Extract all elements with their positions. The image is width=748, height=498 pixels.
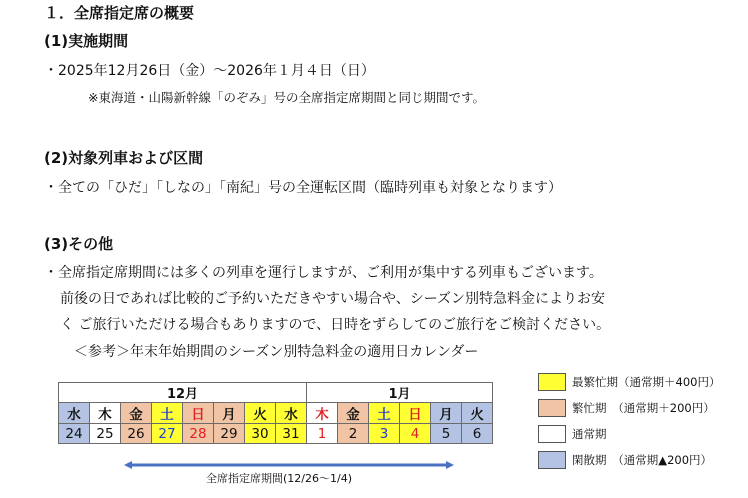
month-row bbox=[59, 383, 493, 403]
date-cell: 6 bbox=[462, 424, 493, 444]
period-text: ・2025年12月26日（金）～2026年１月４日（日） bbox=[44, 63, 375, 79]
weekday-cell: 月 bbox=[214, 403, 245, 424]
weekday-cell: 水 bbox=[276, 403, 307, 424]
other-line-2: 前後の日であれば比較的ご予約いただきやすい場合や、シーズン別特急料金によりお安 bbox=[60, 291, 606, 307]
main-heading: １．全席指定席の概要 bbox=[44, 4, 195, 22]
date-cell: 31 bbox=[276, 424, 307, 444]
weekday-cell: 火 bbox=[462, 403, 493, 424]
date-cell: 25 bbox=[90, 424, 121, 444]
legend-swatch bbox=[538, 425, 566, 443]
weekday-cell: 土 bbox=[152, 403, 183, 424]
date-cell: 30 bbox=[245, 424, 276, 444]
weekday-cell: 水 bbox=[59, 403, 90, 424]
section-3-title: (3)その他 bbox=[44, 235, 114, 253]
reference-caption: ＜参考＞年末年始期間のシーズン別特急料金の適用日カレンダー bbox=[74, 344, 479, 360]
date-cell: 29 bbox=[214, 424, 245, 444]
month-header: 1月 bbox=[307, 383, 493, 403]
legend-label: 通常期 bbox=[572, 427, 607, 441]
weekday-cell: 木 bbox=[90, 403, 121, 424]
weekday-row bbox=[59, 403, 493, 424]
date-cell: 28 bbox=[183, 424, 214, 444]
weekday-cell: 日 bbox=[400, 403, 431, 424]
weekday-cell: 金 bbox=[121, 403, 152, 424]
date-cell: 24 bbox=[59, 424, 90, 444]
date-cell: 1 bbox=[307, 424, 338, 444]
legend-label: 閑散期 （通常期▲200円） bbox=[572, 453, 713, 467]
weekday-cell: 日 bbox=[183, 403, 214, 424]
legend-label: 最繁忙期（通常期＋400円） bbox=[572, 375, 721, 389]
other-line-3: く ご旅行いただける場合もありますので、日時をずらしてのご旅行をご検討ください。 bbox=[60, 317, 611, 333]
legend-swatch bbox=[538, 399, 566, 417]
date-cell: 2 bbox=[338, 424, 369, 444]
target-trains-text: ・全ての「ひだ」「しなの」「南紀」号の全運転区間（臨時列車も対象となります） bbox=[44, 180, 562, 196]
legend-label: 繁忙期 （通常期＋200円） bbox=[572, 401, 715, 415]
date-row bbox=[59, 424, 493, 444]
weekday-cell: 月 bbox=[431, 403, 462, 424]
section-1-title: (1)実施期間 bbox=[44, 32, 129, 50]
reserved-period-arrow-icon bbox=[124, 461, 454, 469]
date-cell: 26 bbox=[121, 424, 152, 444]
date-cell: 27 bbox=[152, 424, 183, 444]
weekday-cell: 金 bbox=[338, 403, 369, 424]
weekday-cell: 火 bbox=[245, 403, 276, 424]
reserved-period-caption: 全席指定席期間(12/26～1/4) bbox=[206, 472, 352, 485]
date-cell: 5 bbox=[431, 424, 462, 444]
season-calendar bbox=[58, 382, 493, 444]
weekday-cell: 木 bbox=[307, 403, 338, 424]
other-line-1: ・全席指定席期間には多くの列車を運行しますが、ご利用が集中する列車もございます。 bbox=[44, 265, 603, 281]
date-cell: 4 bbox=[400, 424, 431, 444]
weekday-cell: 土 bbox=[369, 403, 400, 424]
month-header: 12月 bbox=[59, 383, 307, 403]
legend-swatch bbox=[538, 373, 566, 391]
period-note: ※東海道・山陽新幹線「のぞみ」号の全席指定席期間と同じ期間です。 bbox=[88, 90, 485, 105]
date-cell: 3 bbox=[369, 424, 400, 444]
legend-swatch bbox=[538, 451, 566, 469]
section-2-title: (2)対象列車および区間 bbox=[44, 149, 204, 167]
